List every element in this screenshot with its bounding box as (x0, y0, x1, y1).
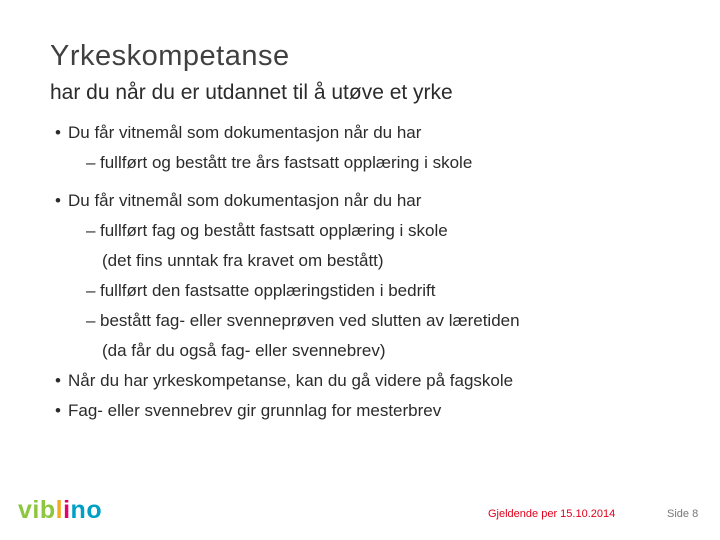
logo-letter: i (32, 496, 40, 524)
dash-marker: – (86, 153, 96, 172)
logo-letter: l (55, 496, 64, 524)
logo-letter: v (18, 496, 33, 524)
dash-marker: – (86, 311, 96, 330)
viblino-logo (18, 496, 102, 525)
slide-title: Yrkeskompetanse (50, 40, 290, 72)
bullet-item (50, 366, 690, 396)
bullet-item (50, 186, 690, 216)
bullet-text: Du får vitnemål som dokumentasjon når du har (68, 123, 422, 142)
dash-marker: – (86, 221, 96, 240)
logo-letter: o (86, 496, 103, 524)
sub-bullet-text: fullført og bestått tre års fastsatt opplæring i skole (100, 153, 473, 172)
bullet-marker: • (55, 401, 61, 420)
bullet-text: Når du har yrkeskompetanse, kan du gå videre på fagskole (68, 371, 514, 390)
page-number: Side 8 (667, 508, 699, 520)
bullet-marker: • (55, 371, 61, 390)
sub-bullet-text: fullført fag og bestått fastsatt opplæring i skole (100, 221, 448, 240)
logo-letter: n (70, 496, 87, 524)
bullet-marker: • (55, 191, 61, 210)
bullet-text: Fag- eller svennebrev gir grunnlag for mesterbrev (68, 401, 442, 420)
bullet-text: Du får vitnemål som dokumentasjon når du har (68, 191, 422, 210)
dash-marker: – (86, 281, 96, 300)
sub-bullet-text: bestått fag- eller svenneprøven ved slutten av læretiden (100, 311, 520, 330)
logo-letter: i (63, 496, 71, 524)
sub-bullet-item (50, 216, 690, 246)
footer-date: Gjeldende per 15.10.2014 (488, 508, 616, 520)
bullet-item (50, 396, 690, 426)
bullet-marker: • (55, 123, 61, 142)
sub-bullet-continuation: (det fins unntak fra kravet om bestått) (102, 251, 384, 270)
sub-bullet-item (50, 276, 690, 306)
bullet-item (50, 118, 690, 148)
sub-bullet-item (50, 148, 690, 178)
slide-subtitle: har du når du er utdannet til å utøve et yrke (50, 81, 453, 104)
slide-body (50, 118, 690, 426)
sub-bullet-continuation: (da får du også fag- eller svennebrev) (102, 341, 386, 360)
logo-letter: b (39, 496, 56, 524)
sub-bullet-item (50, 306, 690, 336)
sub-bullet-text: fullført den fastsatte opplæringstiden i bedrift (100, 281, 436, 300)
